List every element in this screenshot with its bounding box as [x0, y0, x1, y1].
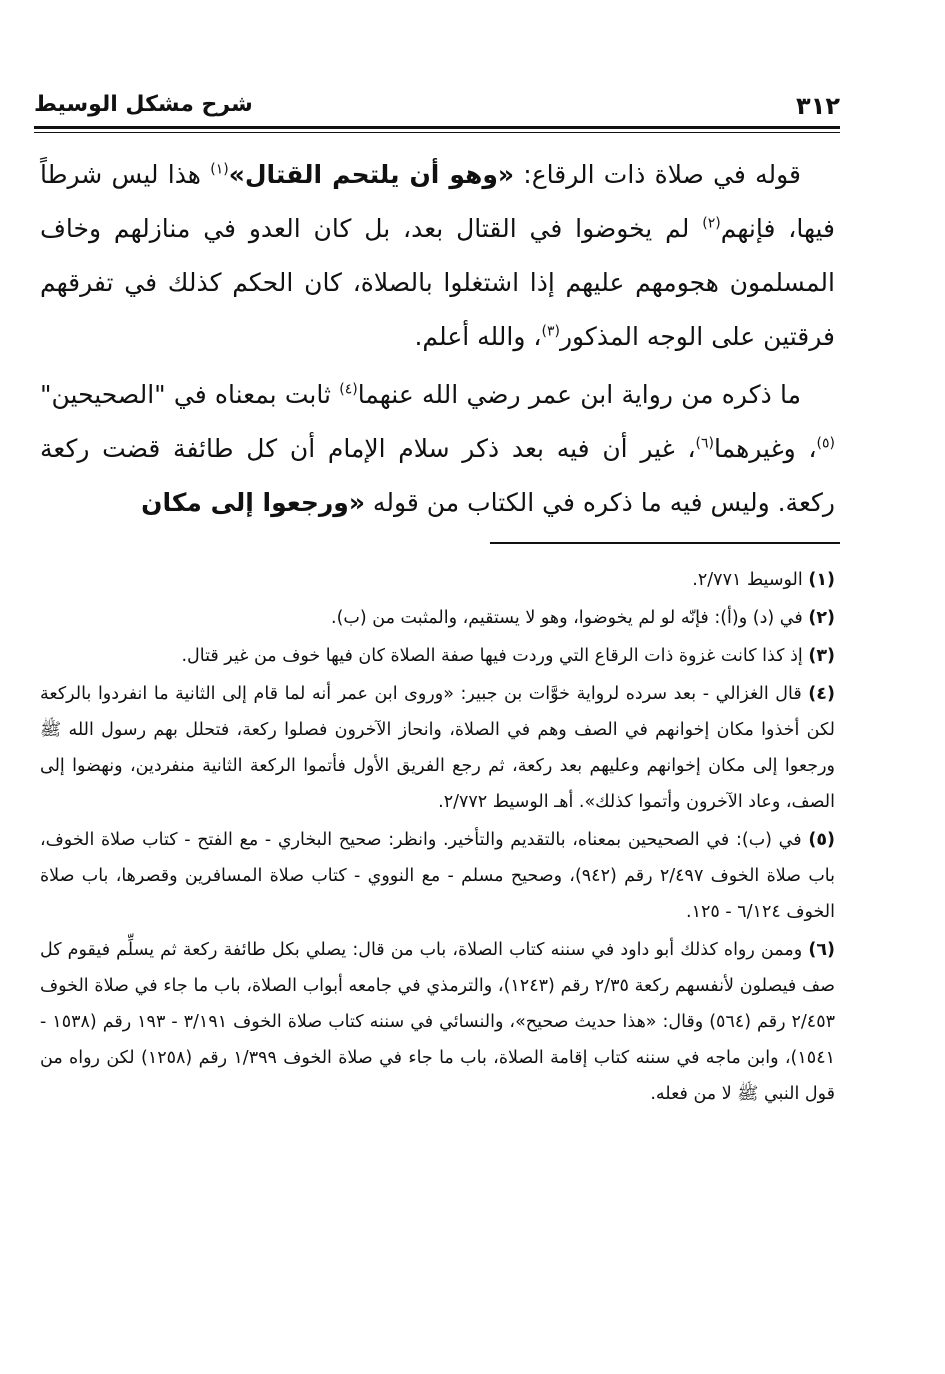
footnote — [40, 562, 835, 598]
p2-text-d: ، غير أن فيه بعد ذكر سلام الإمام أن كل طائفة قضت ركعة ركعة. وليس فيه ما ذكره في الكتاب من قوله — [40, 434, 835, 517]
paragraph-1 — [40, 148, 835, 364]
footnote-mark: (٥) — [808, 830, 835, 850]
footnote-text: وممن رواه كذلك أبو داود في سننه كتاب الصلاة، باب من قال: يصلي بكل طائفة ركعة ثم يسلِّم فيقوم كل صف فيصلون لأنفسهم ركعة ٢/٣٥ رقم (١٢٤٣)، والترمذي في جامعه أبواب الصلاة، باب ما جاء في صلاة الخوف ٢/٤٥٣ رقم (٥٦٤) وقال: «هذا حديث صحيح»، والنسائي في سننه كتاب صلاة الخوف ٣/١٩١ - ١٩٣ رقم (١٥٣٨ - ١٥٤١)، وابن ماجه في سننه كتاب إقامة الصلاة، باب ما جاء في صلاة الخوف ١/٣٩٩ رقم (١٢٥٨) لكن رواه من قول النبي ﷺ لا من فعله. — [40, 940, 835, 1104]
p2-quote: «ورجعوا إلى مكان — [141, 488, 365, 517]
footnote — [40, 600, 835, 636]
footnote-mark: (٦) — [808, 940, 835, 960]
footnote-ref-3: (٣) — [541, 323, 560, 340]
page-header — [34, 92, 840, 122]
p1-text-e: ، والله أعلم. — [414, 322, 542, 351]
p1-text-d: لم يخوضوا في القتال بعد، بل كان العدو في منازلهم وخاف المسلمون هجومهم عليهم إذا اشتغلوا بالصلاة، كان الحكم كذلك في تفرقهم فرقتين على الوجه المذكور — [40, 214, 835, 351]
main-text — [40, 148, 835, 534]
footnote-ref-2: (٢) — [702, 215, 721, 232]
footnote-mark: (١) — [808, 570, 835, 590]
footnote-text: قال الغزالي - بعد سرده لرواية خوَّات بن جبير: «وروى ابن عمر أنه لما قام إلى الثانية ما انفردوا بالركعة لكن أخذوا مكان إخوانهم في الصف وهم في الصلاة، وانحاز الآخرون فصلوا ركعة، فتحلل بهم رسول الله ﷺ ورجعوا إلى مكان إخوانهم وعليهم بعد ركعة، ثم رجع الفريق الأول فأتموا الركعة الثانية منفردين، ونهضوا إلى الصف، وعاد الآخرون وأتموا كذلك». أهـ الوسيط ٢/٧٧٢. — [40, 684, 835, 812]
footnote-mark: (٢) — [808, 608, 835, 628]
footnote-mark: (٤) — [808, 684, 835, 704]
p1-text-a: قوله في صلاة ذات الرقاع: — [514, 160, 801, 189]
footnotes — [40, 562, 835, 1114]
footnote-ref-5: (٥) — [816, 435, 835, 452]
header-rule — [34, 126, 840, 133]
p2-text-c: ، وغيرهما — [714, 434, 817, 463]
p2-text-a: ما ذكره من رواية ابن عمر رضي الله عنهما — [357, 380, 801, 409]
page-number: ٣١٢ — [796, 92, 840, 120]
footnote-ref-6: (٦) — [695, 435, 714, 452]
footnote-text: في (ب): في الصحيحين بمعناه، بالتقديم والتأخير. وانظر: صحيح البخاري - مع الفتح - كتاب صلاة الخوف، باب صلاة الخوف ٢/٤٩٧ رقم (٩٤٢)، وصحيح مسلم - مع النووي - كتاب صلاة المسافرين وقصرها، باب صلاة الخوف ٦/١٢٤ - ١٢٥. — [40, 830, 835, 922]
footnote — [40, 932, 835, 1112]
p1-text-c: هذا ليس شرطاً فيها، فإنهم — [40, 160, 835, 243]
p2-text-b: ثابت بمعناه في "الصحيحين" — [40, 380, 340, 409]
footnote — [40, 822, 835, 930]
footnote — [40, 676, 835, 820]
footnote-ref-4: (٤) — [339, 381, 358, 398]
footnote-text: الوسيط ٢/٧٧١. — [692, 570, 803, 590]
footnote-text: في (د) و(أ): فإنّه لو لم يخوضوا، وهو لا يستقيم، والمثبت من (ب). — [331, 608, 803, 628]
footnote — [40, 638, 835, 674]
footnote-mark: (٣) — [808, 646, 835, 666]
footnote-ref-1: (١) — [210, 161, 229, 178]
running-title: شرح مشكل الوسيط — [34, 92, 253, 117]
p1-quote: «وهو أن يلتحم القتال» — [228, 160, 515, 189]
paragraph-2 — [40, 368, 835, 530]
footnote-text: إذ كذا كانت غزوة ذات الرقاع التي وردت فيها صفة الصلاة كان فيها خوف من غير قتال. — [181, 646, 803, 666]
footnote-separator — [490, 542, 840, 544]
